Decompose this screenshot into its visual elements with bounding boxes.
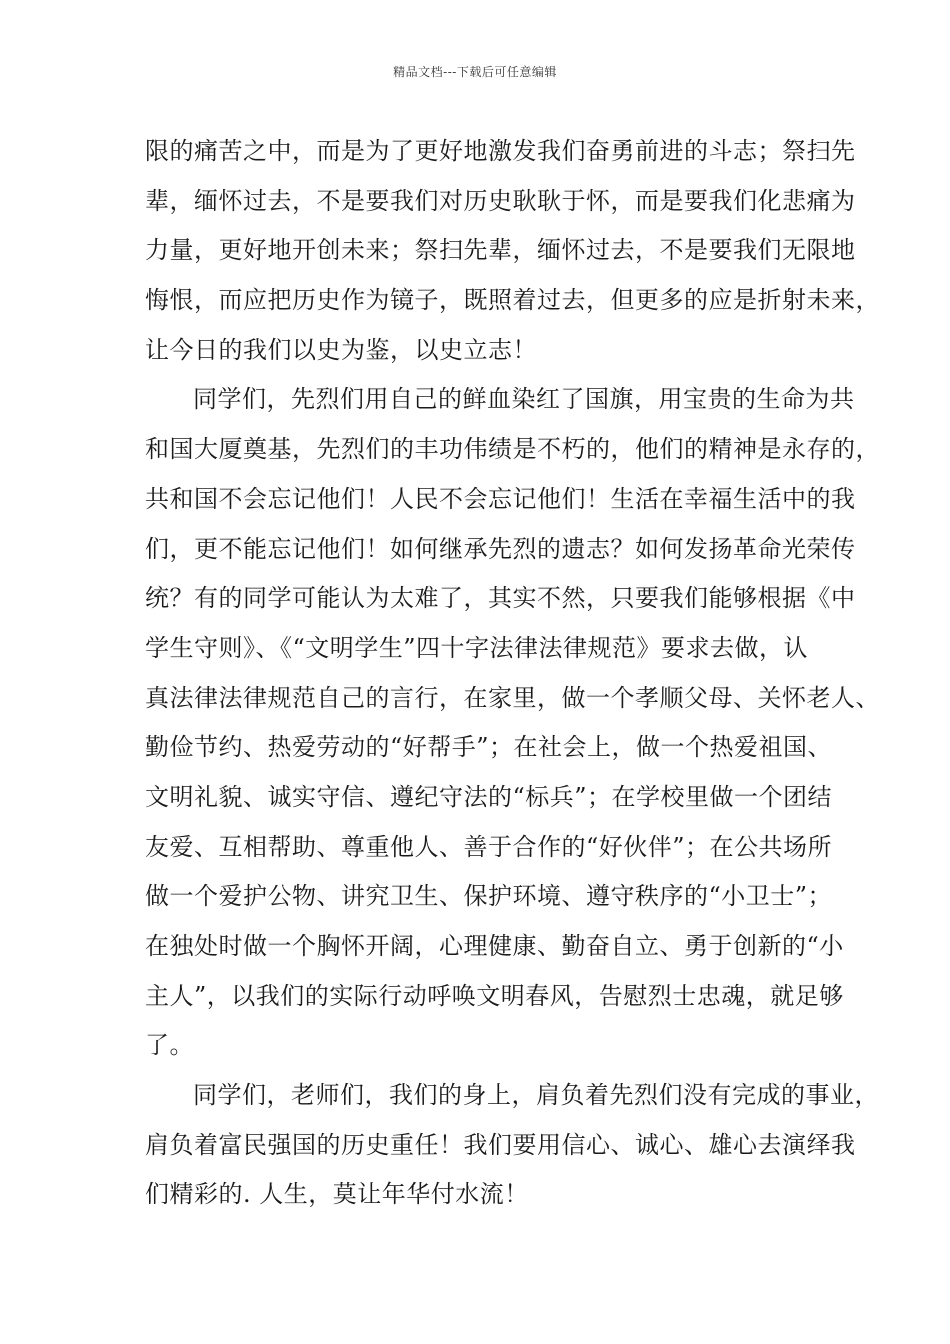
text-line: 真法律法律规范自己的言行，在家里，做一个孝顺父母、关怀老人、 xyxy=(145,683,880,712)
page-header: 精品文档---下载后可任意编辑 xyxy=(393,65,557,79)
text-line: 文明礼貌、诚实守信、遵纪守法的“标兵”；在学校里做一个团结 xyxy=(145,782,833,811)
text-line: 悔恨，而应把历史作为镜子，既照着过去，但更多的应是折射未来， xyxy=(145,286,880,315)
text-line: 同学们，先烈们用自己的鲜血染红了国旗，用宝贵的生命为共 xyxy=(193,385,855,414)
text-line: 共和国不会忘记他们！人民不会忘记他们！生活在幸福生活中的我 xyxy=(145,484,856,513)
text-line: 和国大厦奠基，先烈们的丰功伟绩是不朽的，他们的精神是永存的， xyxy=(145,435,880,464)
text-line: 友爱、互相帮助、尊重他人、善于合作的“好伙伴”；在公共场所 xyxy=(145,832,833,861)
paragraph-1 xyxy=(145,127,880,375)
paragraph-3 xyxy=(145,1071,879,1220)
text-line: 限的痛苦之中，而是为了更好地激发我们奋勇前进的斗志；祭扫先 xyxy=(145,137,856,165)
text-line: 勤俭节约、热爱劳动的“好帮手”；在社会上，做一个热爱祖国、 xyxy=(145,733,833,762)
text-line: 们精彩的. 人生，莫让年华付水流！ xyxy=(145,1180,529,1209)
text-line: 做一个爱护公物、讲究卫生、保护环境、遵守秩序的“小卫士”； xyxy=(145,882,833,911)
text-line: 肩负着富民强国的历史重任！我们要用信心、诚心、雄心去演绎我 xyxy=(145,1130,856,1159)
text-line: 让今日的我们以史为鉴，以史立志！ xyxy=(145,335,537,364)
text-line: 在独处时做一个胸怀开阔，心理健康、勤奋自立、勇于创新的“小 xyxy=(145,932,844,960)
text-line: 统？有的同学可能认为太难了，其实不然，只要我们能够根据《中 xyxy=(145,584,856,613)
text-line: 同学们，老师们，我们的身上，肩负着先烈们没有完成的事业， xyxy=(193,1081,879,1110)
document-body xyxy=(145,127,880,1220)
paragraph-2 xyxy=(145,375,880,1071)
text-line: 力量，更好地开创未来；祭扫先辈，缅怀过去，不是要我们无限地 xyxy=(145,236,856,265)
text-line: 们，更不能忘记他们！如何继承先烈的遗志？如何发扬革命光荣传 xyxy=(145,534,856,563)
text-line: 主人”，以我们的实际行动呼唤文明春风，告慰烈士忠魂，就足够 xyxy=(145,981,844,1010)
text-line: 辈，缅怀过去，不是要我们对历史耿耿于怀，而是要我们化悲痛为 xyxy=(145,186,856,215)
text-line: 了。 xyxy=(145,1031,194,1060)
text-line: 学生守则》、《“文明学生”四十字法律法律规范》要求去做，认 xyxy=(145,633,809,662)
